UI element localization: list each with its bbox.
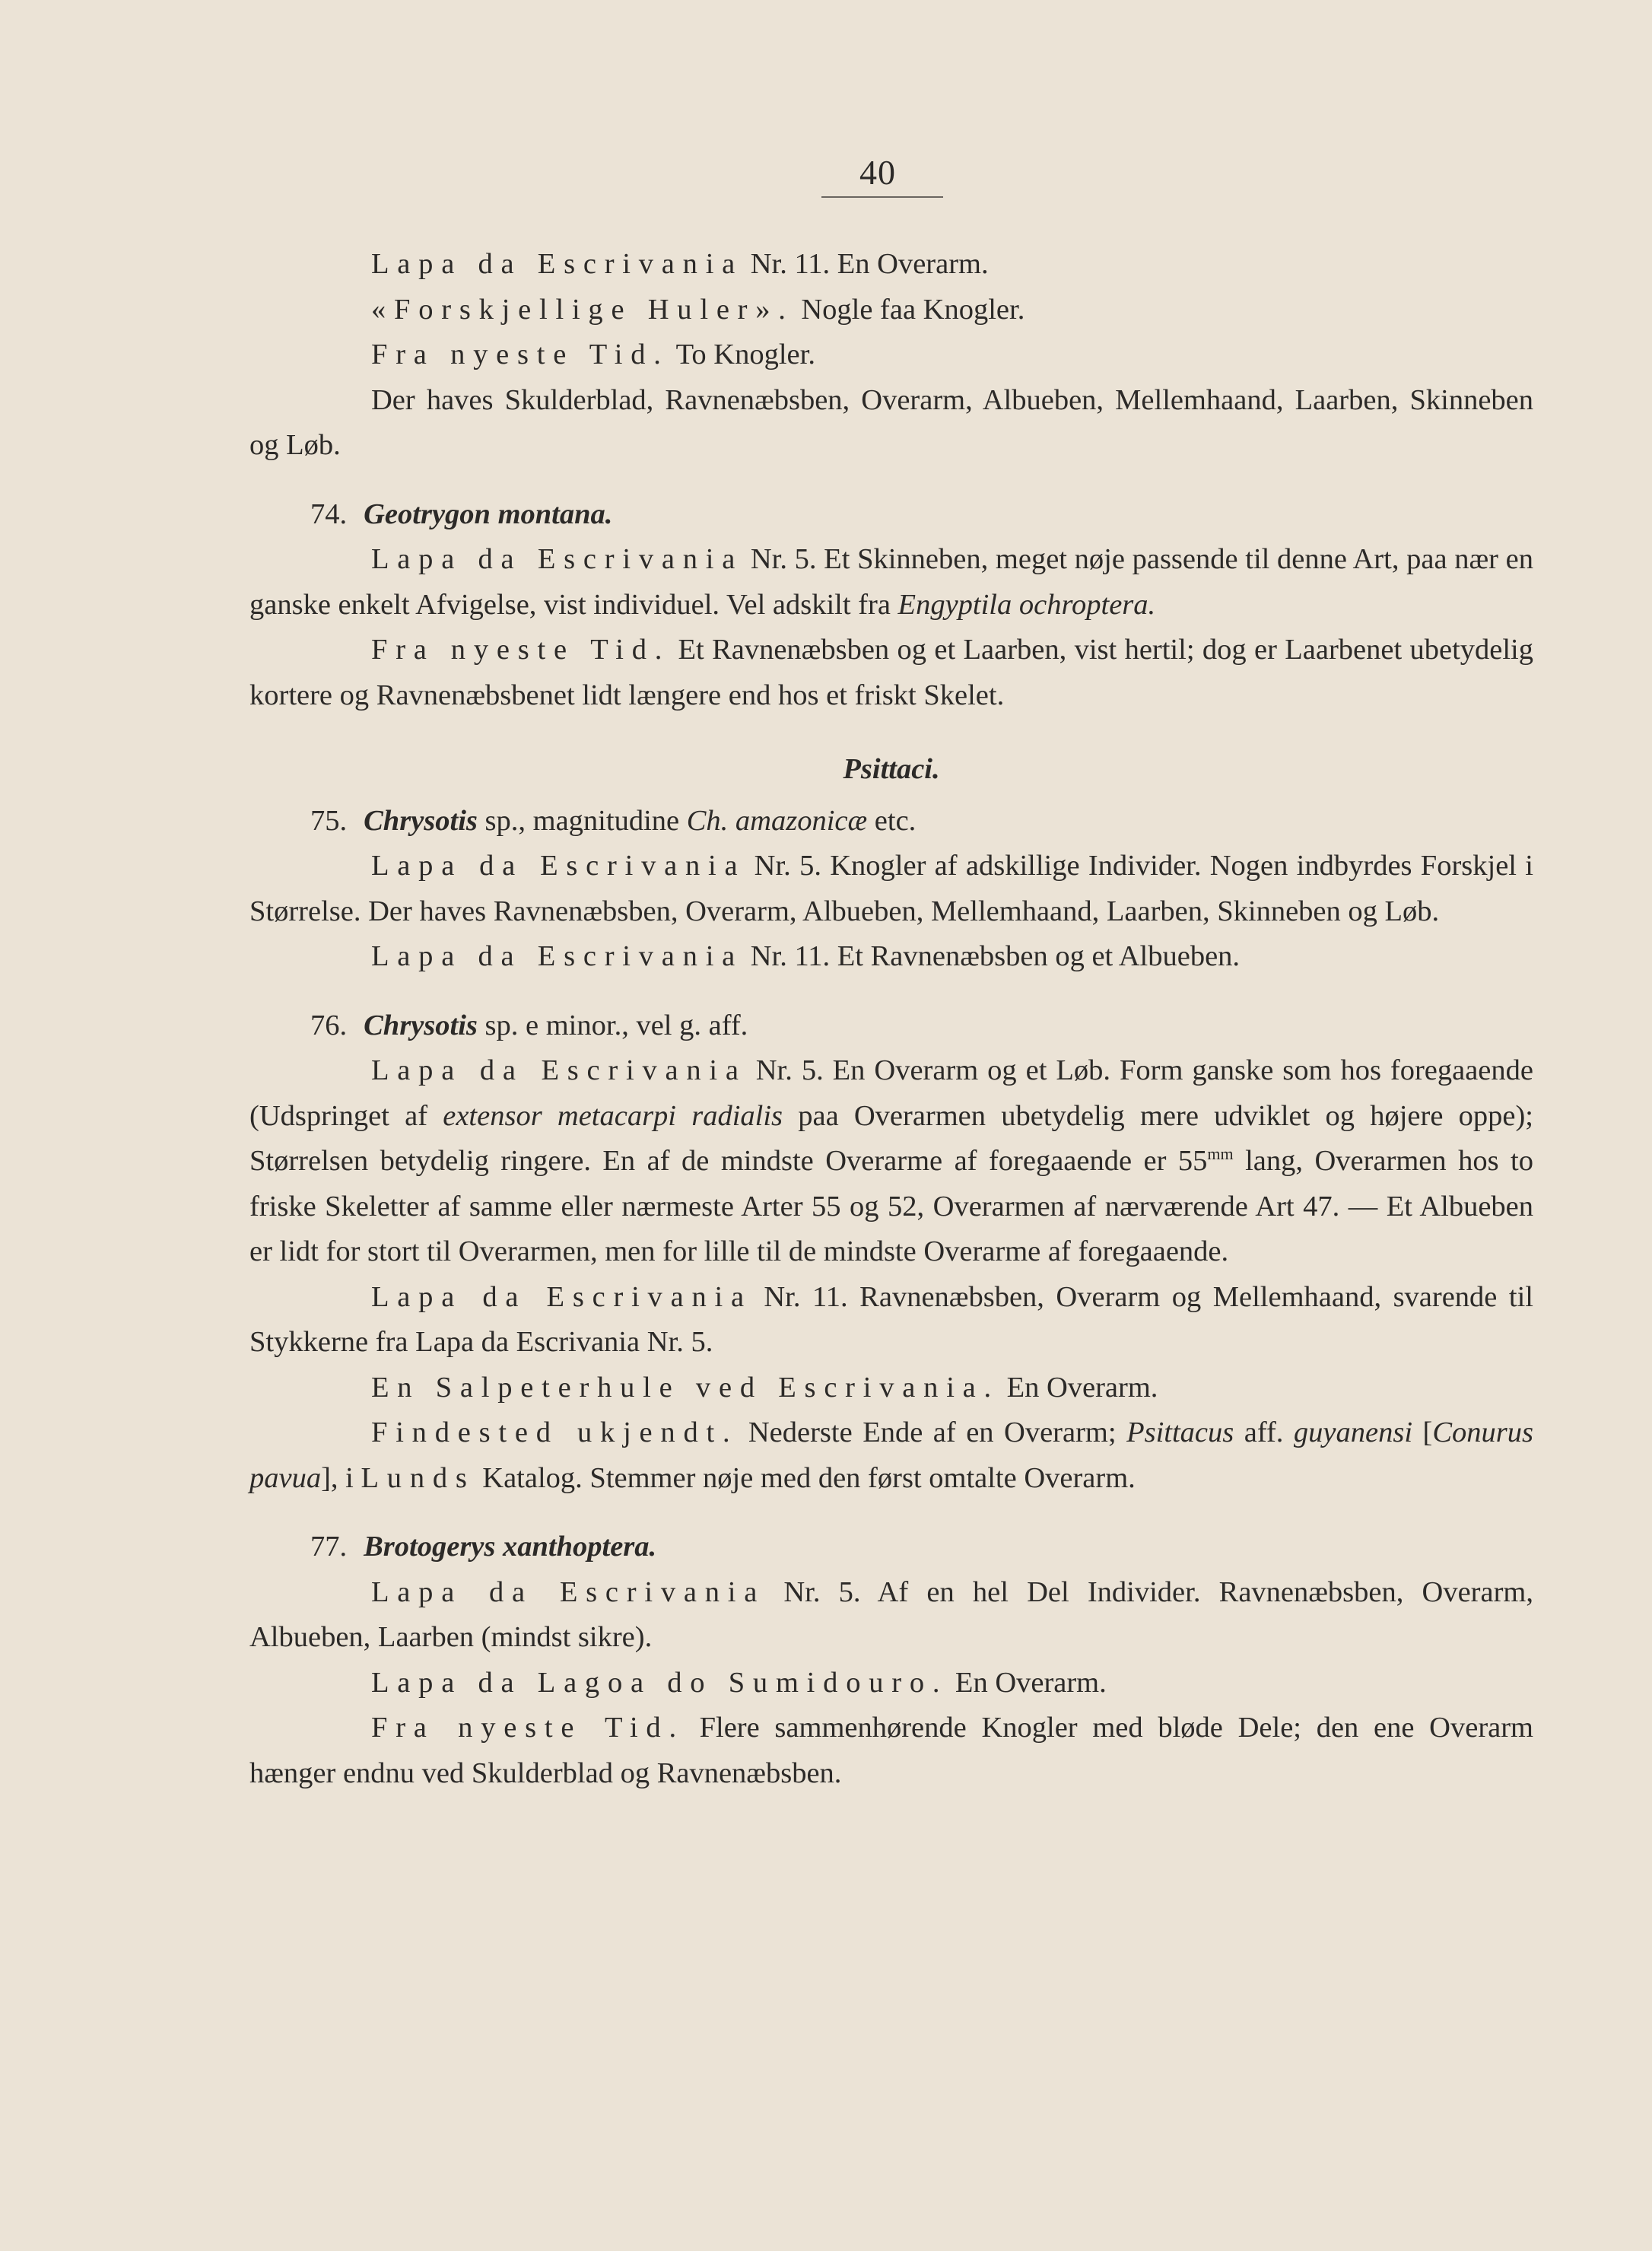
paragraph [249,1706,1533,1796]
text: En Overarm. [999,1371,1158,1404]
paragraph [249,934,1533,980]
locality: Fra nyeste Tid. [371,339,669,370]
locality: En Salpeterhule ved Escrivania. [371,1371,999,1404]
text: En Overarm. [948,1666,1107,1699]
text: sp. e minor., vel g. aff. [477,1009,748,1041]
locality: Lapa da Escrivania [371,543,744,575]
page-number-rule [821,196,943,198]
locality: Lapa da Lagoa do Sumidouro. [371,1666,948,1699]
text: To Knogler. [669,339,815,370]
entry-number: 75. [310,804,348,837]
page-number: 40 [859,153,896,192]
muscle-name: extensor metacarpi radialis [443,1099,783,1132]
paragraph [249,1661,1533,1706]
taxon-reference: Psittacus [1126,1416,1234,1448]
taxon-reference: Engyptila ochroptera. [897,588,1156,621]
locality: Lapa da Escrivania [371,1575,766,1608]
species-entry-77 [249,1525,1533,1570]
text: paa Overarmen ubetydelig mere udviklet og højere oppe); Størrelsen betydelig ringere. En af de mindste Overarme af foregaaende er 55 [249,1099,1533,1177]
text: Nr. 5. Et Skinneben, meget nøje passende til denne Art, paa nær en ganske enkelt Afvigelse, vist individuel. Vel adskilt fra [249,543,1533,621]
text: Nr. 11. Ravnenæbsben, Overarm og Mellemhaand, svarende til Stykkerne fra Lapa da Escrivania Nr. 5. [249,1280,1533,1358]
entry-number: 77. [310,1531,348,1563]
text: aff. [1234,1416,1294,1448]
locality: Lapa da Escrivania [371,1054,747,1086]
taxon-reference: guyanensi [1293,1416,1413,1448]
taxon-reference: Conurus pavua [249,1416,1533,1494]
paragraph [249,1570,1533,1661]
paragraph [249,537,1533,628]
species-entry-75 [249,799,1533,844]
locality: Lapa da Escrivania [371,850,746,882]
paragraph: Der haves Skulderblad, Ravnenæbsben, Overarm, Albueben, Mellemhaand, Laarben, Skinneben og Løb. [249,383,1533,461]
text: Nr. 5. Knogler af adskillige Individer. Nogen indbyrdes Forskjel i Størrelse. Der haves Ravnenæbsben, Overarm, Albueben, Mellemhaand, Laarben, Skinneben og Løb. [249,850,1533,927]
paragraph [249,332,1533,378]
paragraph [249,242,1533,288]
text: sp., magnitudine [477,804,687,837]
text: Nogle faa Knogler. [793,293,1025,326]
text: Katalog. Stemmer nøje med den først omtalte Overarm. [475,1461,1136,1494]
locality: Fra nyeste Tid. [371,634,671,666]
paragraph [249,844,1533,934]
text: Nr. 5. En Overarm og et Løb. Form ganske som hos foregaaende (Udspringet af [249,1054,1533,1132]
taxon-name: Chrysotis [364,804,478,837]
unit: mm [1207,1144,1234,1164]
entry-number: 74. [310,498,348,530]
text: ], i [321,1461,361,1494]
paragraph [249,628,1533,718]
paragraph [249,1048,1533,1275]
paragraph [249,1366,1533,1411]
body-text [249,242,1533,1796]
text: Flere sammenhørende Knogler med bløde Dele; den ene Overarm hænger endnu ved Skulderblad og Ravnenæbsben. [249,1712,1533,1789]
species-entry-74 [249,492,1533,538]
locality: Lapa da Escrivania [371,1280,752,1313]
text: Nr. 11. Et Ravnenæbsben og et Albueben. [743,940,1241,972]
paragraph [249,1275,1533,1366]
paragraph [249,288,1533,333]
text: Nr. 5. Af en hel Del Individer. Ravnenæbsben, Overarm, Albueben, Laarben (mindst sikre). [249,1575,1533,1653]
text: lang, Overarmen hos to friske Skeletter af samme eller nærmeste Arter 55 og 52, Overarmen af nærværende Art 47. — Et Albueben er lidt for stort til Overarmen, men for lille til de mindste Overarme af foregaaende. [249,1145,1533,1267]
taxon-name: Brotogerys xanthoptera. [364,1531,657,1563]
entry-number: 76. [310,1009,348,1041]
taxon-name: Chrysotis [364,1009,478,1041]
paragraph [249,1410,1533,1501]
author-name: Lunds [361,1461,475,1494]
text: etc. [867,804,917,837]
locality: Lapa da Escrivania [371,248,744,280]
locality: Findested ukjendt. [371,1416,739,1448]
text: Nr. 11. En Overarm. [743,248,989,280]
species-entry-76 [249,1003,1533,1049]
locality: Fra nyeste Tid. [371,1712,685,1744]
text: Nederste Ende af en Overarm; [738,1416,1127,1448]
locality: «Forskjellige Huler». [371,293,794,326]
text: Et Ravnenæbsben og et Laarben, vist hertil; dog er Laarbenet ubetydelig kortere og Ravnenæbsbenet lidt længere end hos et friskt Skelet. [249,634,1534,711]
text: [ [1412,1416,1433,1448]
taxon-reference: Ch. amazonicæ [686,804,868,837]
locality: Lapa da Escrivania [371,940,744,972]
taxon-name: Geotrygon montana. [364,498,613,530]
section-heading: Psittaci. [843,753,940,785]
